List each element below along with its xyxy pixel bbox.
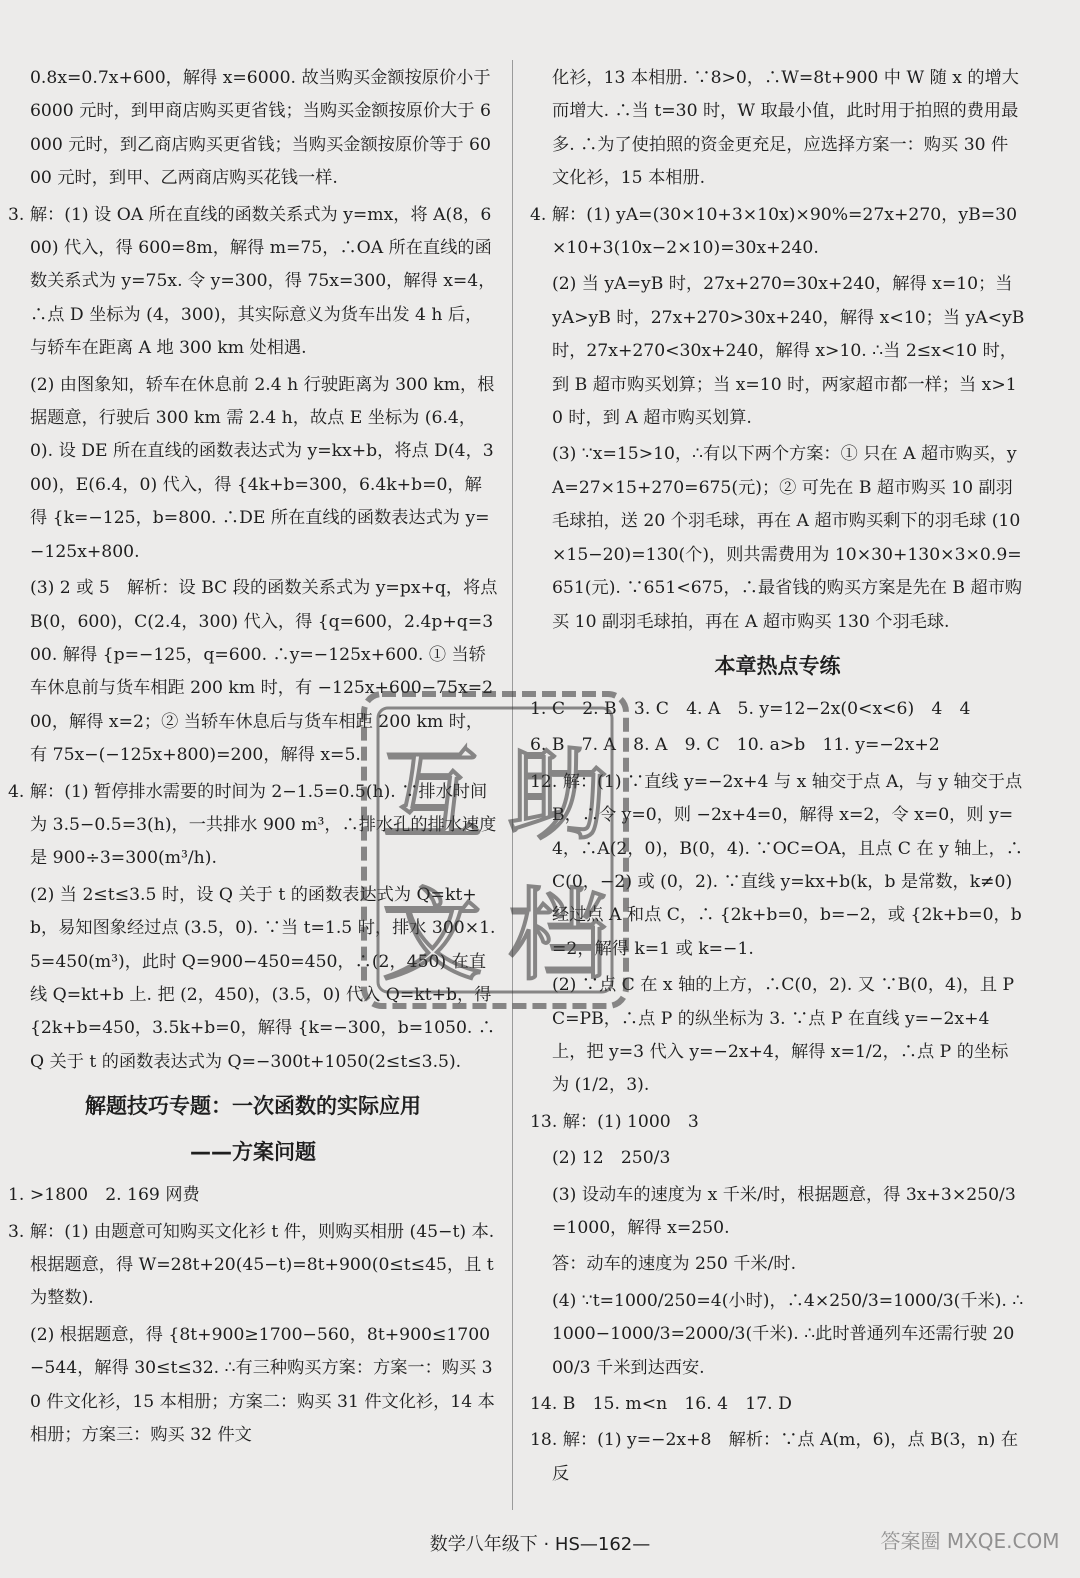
left-paragraph: 1. >1800 2. 169 网费 [8,1185,200,1206]
right-paragraph: 化衫，13 本相册. ∵8>0，∴W=8t+900 中 W 随 x 的增大而增大. ∴当 t=30 时，W 取最小值，此时用于拍照的费用最多. ∴为了使拍照的资金更充足，应选择方案一：购买 30 件文化衫，15 本相册. [552,68,1019,189]
right-paragraph: 4. 解：(1) yA=(30×10+3×10x)×90%=27x+270，yB=30×10+3(10x−2×10)=30x+240. [530,204,1017,259]
section-heading: 本章热点专练 [714,653,841,678]
left-paragraph: 0.8x=0.7x+600，解得 x=6000. 故当购买金额按原价小于 6000 元时，到甲商店购买更省钱；当购买金额按原价大于 6000 元时，到乙商店购买更省钱；当购买金额按原价等于 6000 元时，到甲、乙两商店购买花钱一样. [30,68,491,189]
right-paragraph: 18. 解：(1) y=−2x+8 解析：∵点 A(m，6)，点 B(3，n) 在反 [530,1430,1019,1484]
right-paragraph: (3) ∵x=15>10，∴有以下两个方案：① 只在 A 超市购买，yA=27×15+270=675(元)；② 可先在 B 超市购买 10 副羽毛球拍，送 20 个羽毛球，再在 A 超市购买剩下的羽毛球 (10×15−20)=130(个)，则共需费用为 10×30+130×3×0.9=651(元). ∵651<675，∴最省钱的购买方案是先在 B 超市购买 10 副羽毛球拍，再在 A 超市购买 130 个羽毛球. [552,444,1023,632]
left-paragraph: (2) 由图象知，轿车在休息前 2.4 h 行驶距离为 300 km，根据题意，行驶后 300 km 需 2.4 h，故点 E 坐标为 (6.4，0). 设 DE 所在直线的函数表达式为 y=kx+b，将点 D(4，300)，E(6.4，0) 代入，得 {4k+b=300，6.4k+b=0，解得 {k=−125，b=800. ∴DE 所在直线的函数表达式为 y=−125x+800. [30,374,495,562]
right-paragraph: 答：动车的速度为 250 千米/时. [552,1254,797,1275]
page-footer: 数学八年级下 · HS—162— [429,1534,651,1555]
right-paragraph: 13. 解：(1) 1000 3 [530,1111,699,1132]
stamp-char: 文 [382,877,482,994]
stamp-char: 互 [382,737,482,854]
right-paragraph: (2) 当 yA=yB 时，27x+270=30x+240，解得 x=10；当 yA>yB 时，27x+270>30x+240，解得 x<10；当 yA<yB 时，27x+270<30x+240，解得 x>10. ∴当 2≤x<10 时，到 B 超市购买划算；当 x=10 时，两家超市都一样；当 x>10 时，到 A 超市购买划算. [552,274,1025,429]
section-heading: 解题技巧专题：一次函数的实际应用 [85,1094,421,1119]
right-paragraph: 12. 解：(1) ∵直线 y=−2x+4 与 x 轴交于点 A，与 y 轴交于点 B，∴令 y=0，则 −2x+4=0，解得 x=2，令 x=0，则 y=4，∴A(2，0)，B(0，4). ∵OC=OA，且点 C 在 y 轴上，∴C(0，−2) 或 (0，2). ∵直线 y=kx+b(k，b 是常数，k≠0) 经过点 A 和点 C，∴ {2k+b=0，b=−2，或 {2k+b=0，b=2，解得 k=1 或 k=−1. [530,771,1023,959]
left-paragraph: (3) 2 或 5 解析：设 BC 段的函数关系式为 y=px+q，将点 B(0，600)，C(2.4，300) 代入，得 {q=600，2.4p+q=300. 解得 {p=−125，q=600. ∴y=−125x+600. ① 当轿车休息前与货车相距 200 km 时，有 −125x+600−75x=200，解得 x=2；② 当轿车休息后与货车相距 200 km 时，有 75x−(−125x+800)=200，解得 x=5. [30,578,498,766]
stamp-char: 档 [508,877,608,994]
right-paragraph: (2) ∵点 C 在 x 轴的上方，∴C(0，2). 又 ∵B(0，4)，且 PC=PB，∴点 P 的纵坐标为 3. ∵点 P 在直线 y=−2x+4 上，把 y=3 代入 y=−2x+4，解得 x=1/2，∴点 P 的坐标为 (1/2，3). [552,975,1015,1096]
right-paragraph: (4) ∵t=1000/250=4(小时)，∴4×250/3=1000/3(千米). ∴1000−1000/3=2000/3(千米). ∴此时普通列车还需行驶 2000/3 千米到达西安. [552,1290,1024,1378]
stamp-char: 助 [508,737,608,854]
left-paragraph: 4. 解：(1) 暂停排水需要的时间为 2−1.5=0.5(h). ∵排水时间为 3.5−0.5=3(h)，一共排水 900 m³，∴排水孔的排水速度是 900÷3=300(m³/h). [8,781,497,869]
left-paragraph: 3. 解：(1) 设 OA 所在直线的函数关系式为 y=mx，将 A(8，600) 代入，得 600=8m，解得 m=75，∴OA 所在直线的函数关系式为 y=75x. 令 y=300，得 75x=300，解得 x=4，∴点 D 坐标为 (4，300)，其实际意义为货车出发 4 h 后，与轿车在距离 A 地 300 km 处相遇. [8,204,496,359]
right-paragraph: (3) 设动车的速度为 x 千米/时，根据题意，得 3x+3×250/3=1000，解得 x=250. [552,1184,1016,1238]
corner-watermark-logo [880,1510,1060,1570]
left-paragraph: (2) 当 2≤t≤3.5 时，设 Q 关于 t 的函数表达式为 Q=kt+b，易知图象经过点 (3.5，0). ∵当 t=1.5 时，排水 300×1.5=450(m³)，此时 Q=900−450=450，∴(2，450) 在直线 Q=kt+b 上. 把 (2，450)，(3.5，0) 代入 Q=kt+b，得 {2k+b=450，3.5k+b=0，解得 {k=−300，b=1050. ∴Q 关于 t 的函数表达式为 Q=−300t+1050(2≤t≤3.5). [30,884,496,1072]
left-paragraph: (2) 根据题意，得 {8t+900≥1700−560，8t+900≤1700−544，解得 30≤t≤32. ∴有三种购买方案：方案一：购买 30 件文化衫，15 本相册；方案二：购买 31 件文化衫，14 本相册；方案三：购买 32 件文 [30,1324,495,1446]
right-paragraph: (2) 12 250/3 [552,1148,671,1169]
right-paragraph: 1. C 2. B 3. C 4. A 5. y=12−2x(0<x<6) 4 4 [530,698,971,719]
right-paragraph: 14. B 15. m<n 16. 4 17. D [530,1394,792,1415]
right-paragraph: 6. B 7. A 8. A 9. C 10. a>b 11. y=−2x+2 [530,735,940,756]
section-subheading: ——方案问题 [190,1140,316,1165]
corner-logo-text: 答案圈 MXQE.COM [880,1529,1060,1553]
left-paragraph: 3. 解：(1) 由题意可知购买文化衫 t 件，则购买相册 (45−t) 本. 根据题意，得 W=28t+20(45−t)=8t+900(0≤t≤45，且 t 为整数). [8,1221,495,1309]
watermark-stamp [360,690,630,1010]
